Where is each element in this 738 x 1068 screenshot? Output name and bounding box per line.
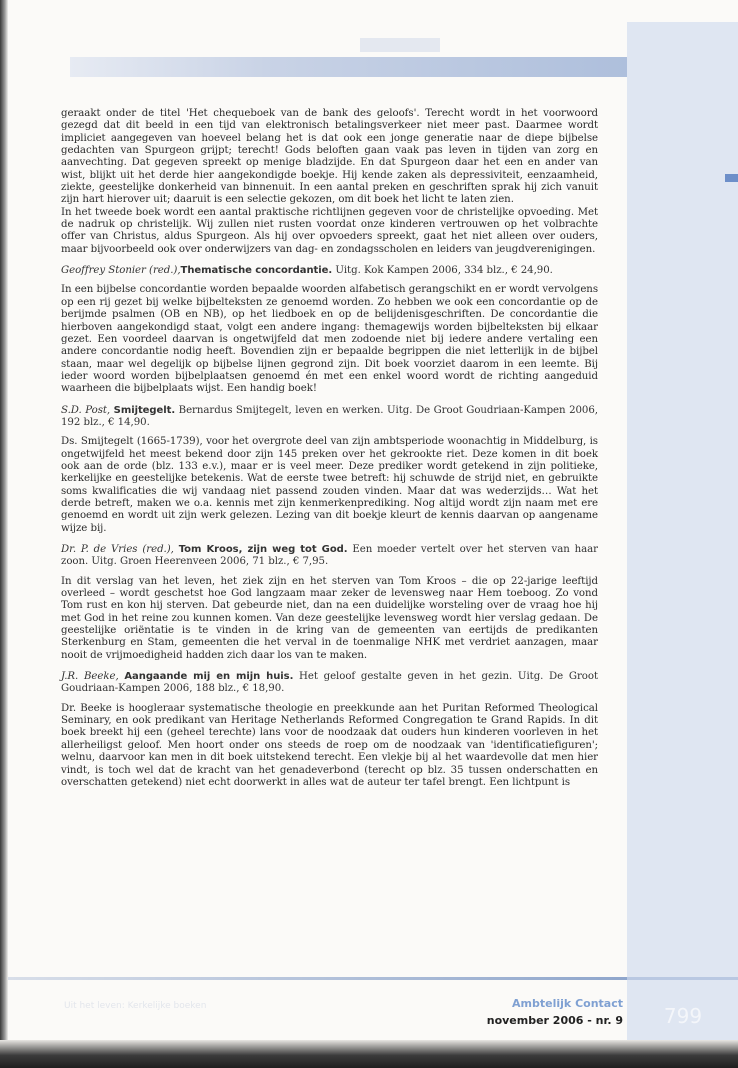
intro-paragraph-1: geraakt onder de titel 'Het chequeboek van de bank des geloofs'. Terecht wordt in het voorwoord gezegd dat dit beeld in een tijd van elektronisch betalingsverkeer niet meer past. Daarmee wordt impliciet aangegeven van hoeveel belang het is dat ook een jonge generatie naar de diepe bijbelse gedachten van Spurgeon grijpt; terecht! Gods beloften gaan vaak pas leven in tijden van zorg en aanvechting. Dat gegeven spreekt op menige bladzijde. En dat Spurgeon daar het een en ander van wist, blijkt uit het derde hier aangekondigde boekje. Hij kende zaken als depressiviteit, eenzaamheid, ziekte, geestelijke donkerheid van binnenuit. In een aantal preken en geschriften sprak hij zich vanuit zijn hart hierover uit; daaruit is een selectie gekozen, om dit boek het licht te laten zien. (61, 108, 598, 206)
book-title: Aangaande mij en mijn huis. (124, 671, 294, 683)
footer-section-label: Uit het leven: Kerkelijke boeken (64, 1001, 207, 1011)
journal-name: Ambtelijk Contact (512, 997, 623, 1010)
book-details: Het geloof gestalte geven in het gezin. Uitg. De Groot Goudriaan-Kampen 2006, 188 blz., € 18,90. (61, 671, 598, 695)
book-details: Een moeder vertelt over het sterven van haar zoon. Uitg. Groen Heerenveen 2006, 71 blz., € 7,95. (61, 544, 599, 568)
book-author: Dr. P. de Vries (red.), (61, 544, 174, 555)
book-review-text: Dr. Beeke is hoogleraar systematische theologie en preekkunde aan het Puritan Reformed Theological Seminary, en ook predikant van Heritage Netherlands Reformed Congregation te Grand Rapids. In dit boek breekt hij een (geheel terechte) lans voor de noodzaak dat ouders hun kinderen voorleven in het allerheiligst geloof. Men hoort onder ons steeds de roep om de noodzaak van 'identificatiefiguren'; welnu, daarvoor kan men in dit boek uitstekend terecht. Een vlekje bij al het waardevolle dat men hier vindt, is toch wel dat de kracht van het genadeverbond (terecht op blz. 35 tussen onderschatten en overschatten getekend) niet echt doorwerkt in alles wat de auteur ter tafel brengt. Een lichtpunt is (61, 702, 598, 788)
book-details: Bernardus Smijtegelt, leven en werken. Uitg. De Groot Goudriaan-Kampen 2006, 192 blz., € 14,90. (61, 404, 598, 428)
book-review-text: Ds. Smijtegelt (1665-1739), voor het overgrote deel van zijn ambtsperiode woonachtig in Middelburg, is ongetwijfeld het meest bekend door zijn 145 preken over het gekrookte riet. Deze komen in dit boek ook aan de orde (blz. 133 e.v.), maar er is veel meer. Deze prediker wordt getekend in zijn politieke, kerkelijke en geestelijke betekenis. Wat de eerste twee betreft: hij schuwde de strijd niet, en gebruikte soms kwalificaties die wij vandaag niet passend zouden vinden. Maar dat was wederzijds… Wat het derde betreft, maken we o.a. kennis met zijn kenmerkenprediking. Nog altijd wordt zijn naam met ere genoemd en wordt uit zijn werk gelezen. Lezing van dit boekje kleurt de kennis daarvan op aangename wijze bij. (61, 436, 598, 534)
footer-divider (8, 977, 627, 980)
book-title: Thematische concordantie. (180, 265, 333, 277)
book-review-text: In een bijbelse concordantie worden bepaalde woorden alfabetisch gerangschikt en er wordt vervolgens op een rij gezet bij welke bijbelteksten ze genoemd worden. Zo hebben we ook een concordantie op de berijmde psalmen (OB en NB), op het liedboek en op de belijdenisgeschriften. De concordantie die hierboven aangekondigd staat, volgt een andere ingang: themagewijs worden bijbelteksten bij elkaar gezet. Een voordeel daarvan is ongetwijfeld dat men zodoende niet bij iedere andere vertaling een andere concordantie nodig heeft. Bovendien zijn er bepaalde begrippen die niet letterlijk in de bijbel staan, maar wel degelijk op bijbelse lijnen gegrond zijn. Dit boek voorziet daarom in een leemte. Bij ieder woord worden bijbelplaatsen genoemd én met een enkel woord wordt de richting aangeduid waarheen die bijbelplaats wijst. Een handig boek! (61, 284, 598, 395)
book-review-text: In dit verslag van het leven, het ziek zijn en het sterven van Tom Kroos – die op 22-jarige leeftijd overleed – wordt geschetst hoe God langzaam maar zeker de levensweg naar Hem toeboog. Zo vond Tom rust en kon hij sterven. Dat gebeurde niet, dan na een duidelijke worsteling over de vraag hoe hij met God in het reine zou kunnen komen. Van deze geestelijke levensweg wordt hier verslag gedaan. De geestelijke oriëntatie is te vinden in de kring van de gemeenten van eertijds de predikanten Sterkenburg en Stam, gemeenten die het verval in de toenmalige NHK met verdriet aanzagen, maar nooit de vrijmoedigheid hadden zich daar los van te maken. (61, 575, 598, 661)
book-title: Smijtegelt. (113, 404, 176, 416)
book-entry-heading (61, 544, 598, 569)
article-body (61, 108, 598, 789)
right-color-band (627, 22, 738, 1040)
scan-edge-left (0, 0, 8, 1068)
header-faint-block (360, 38, 440, 52)
book-details: Uitg. Kok Kampen 2006, 334 blz., € 24,90. (332, 265, 553, 277)
scan-edge-bottom (0, 1040, 738, 1068)
book-entry-heading (61, 671, 598, 696)
issue-label: november 2006 - nr. 9 (486, 1014, 623, 1027)
book-entry-heading (61, 405, 598, 430)
book-title: Tom Kroos, zijn weg tot God. (178, 544, 348, 555)
header-strip (70, 57, 627, 77)
book-author: J.R. Beeke, (61, 671, 119, 683)
footer-divider-band (627, 977, 738, 980)
book-author: S.D. Post, (61, 404, 111, 416)
page-number: 799 (663, 1004, 703, 1028)
section-tab-marker (725, 174, 738, 182)
book-entry-heading (61, 265, 598, 277)
intro-paragraph-2: In het tweede boek wordt een aantal praktische richtlijnen gegeven voor de christelijke opvoeding. Met de nadruk op christelijk. Wij zullen niet rusten voordat onze kinderen vertrouwen op het volbrachte offer van Christus, aldus Spurgeon. Als hij over opvoeders spreekt, gaat het niet alleen over ouders, maar bijvoorbeeld ook over onderwijzers van dag- en zondagsscholen en leiders van jeugdverenigingen. (61, 206, 598, 255)
book-author: Geoffrey Stonier (red.), (61, 265, 181, 277)
